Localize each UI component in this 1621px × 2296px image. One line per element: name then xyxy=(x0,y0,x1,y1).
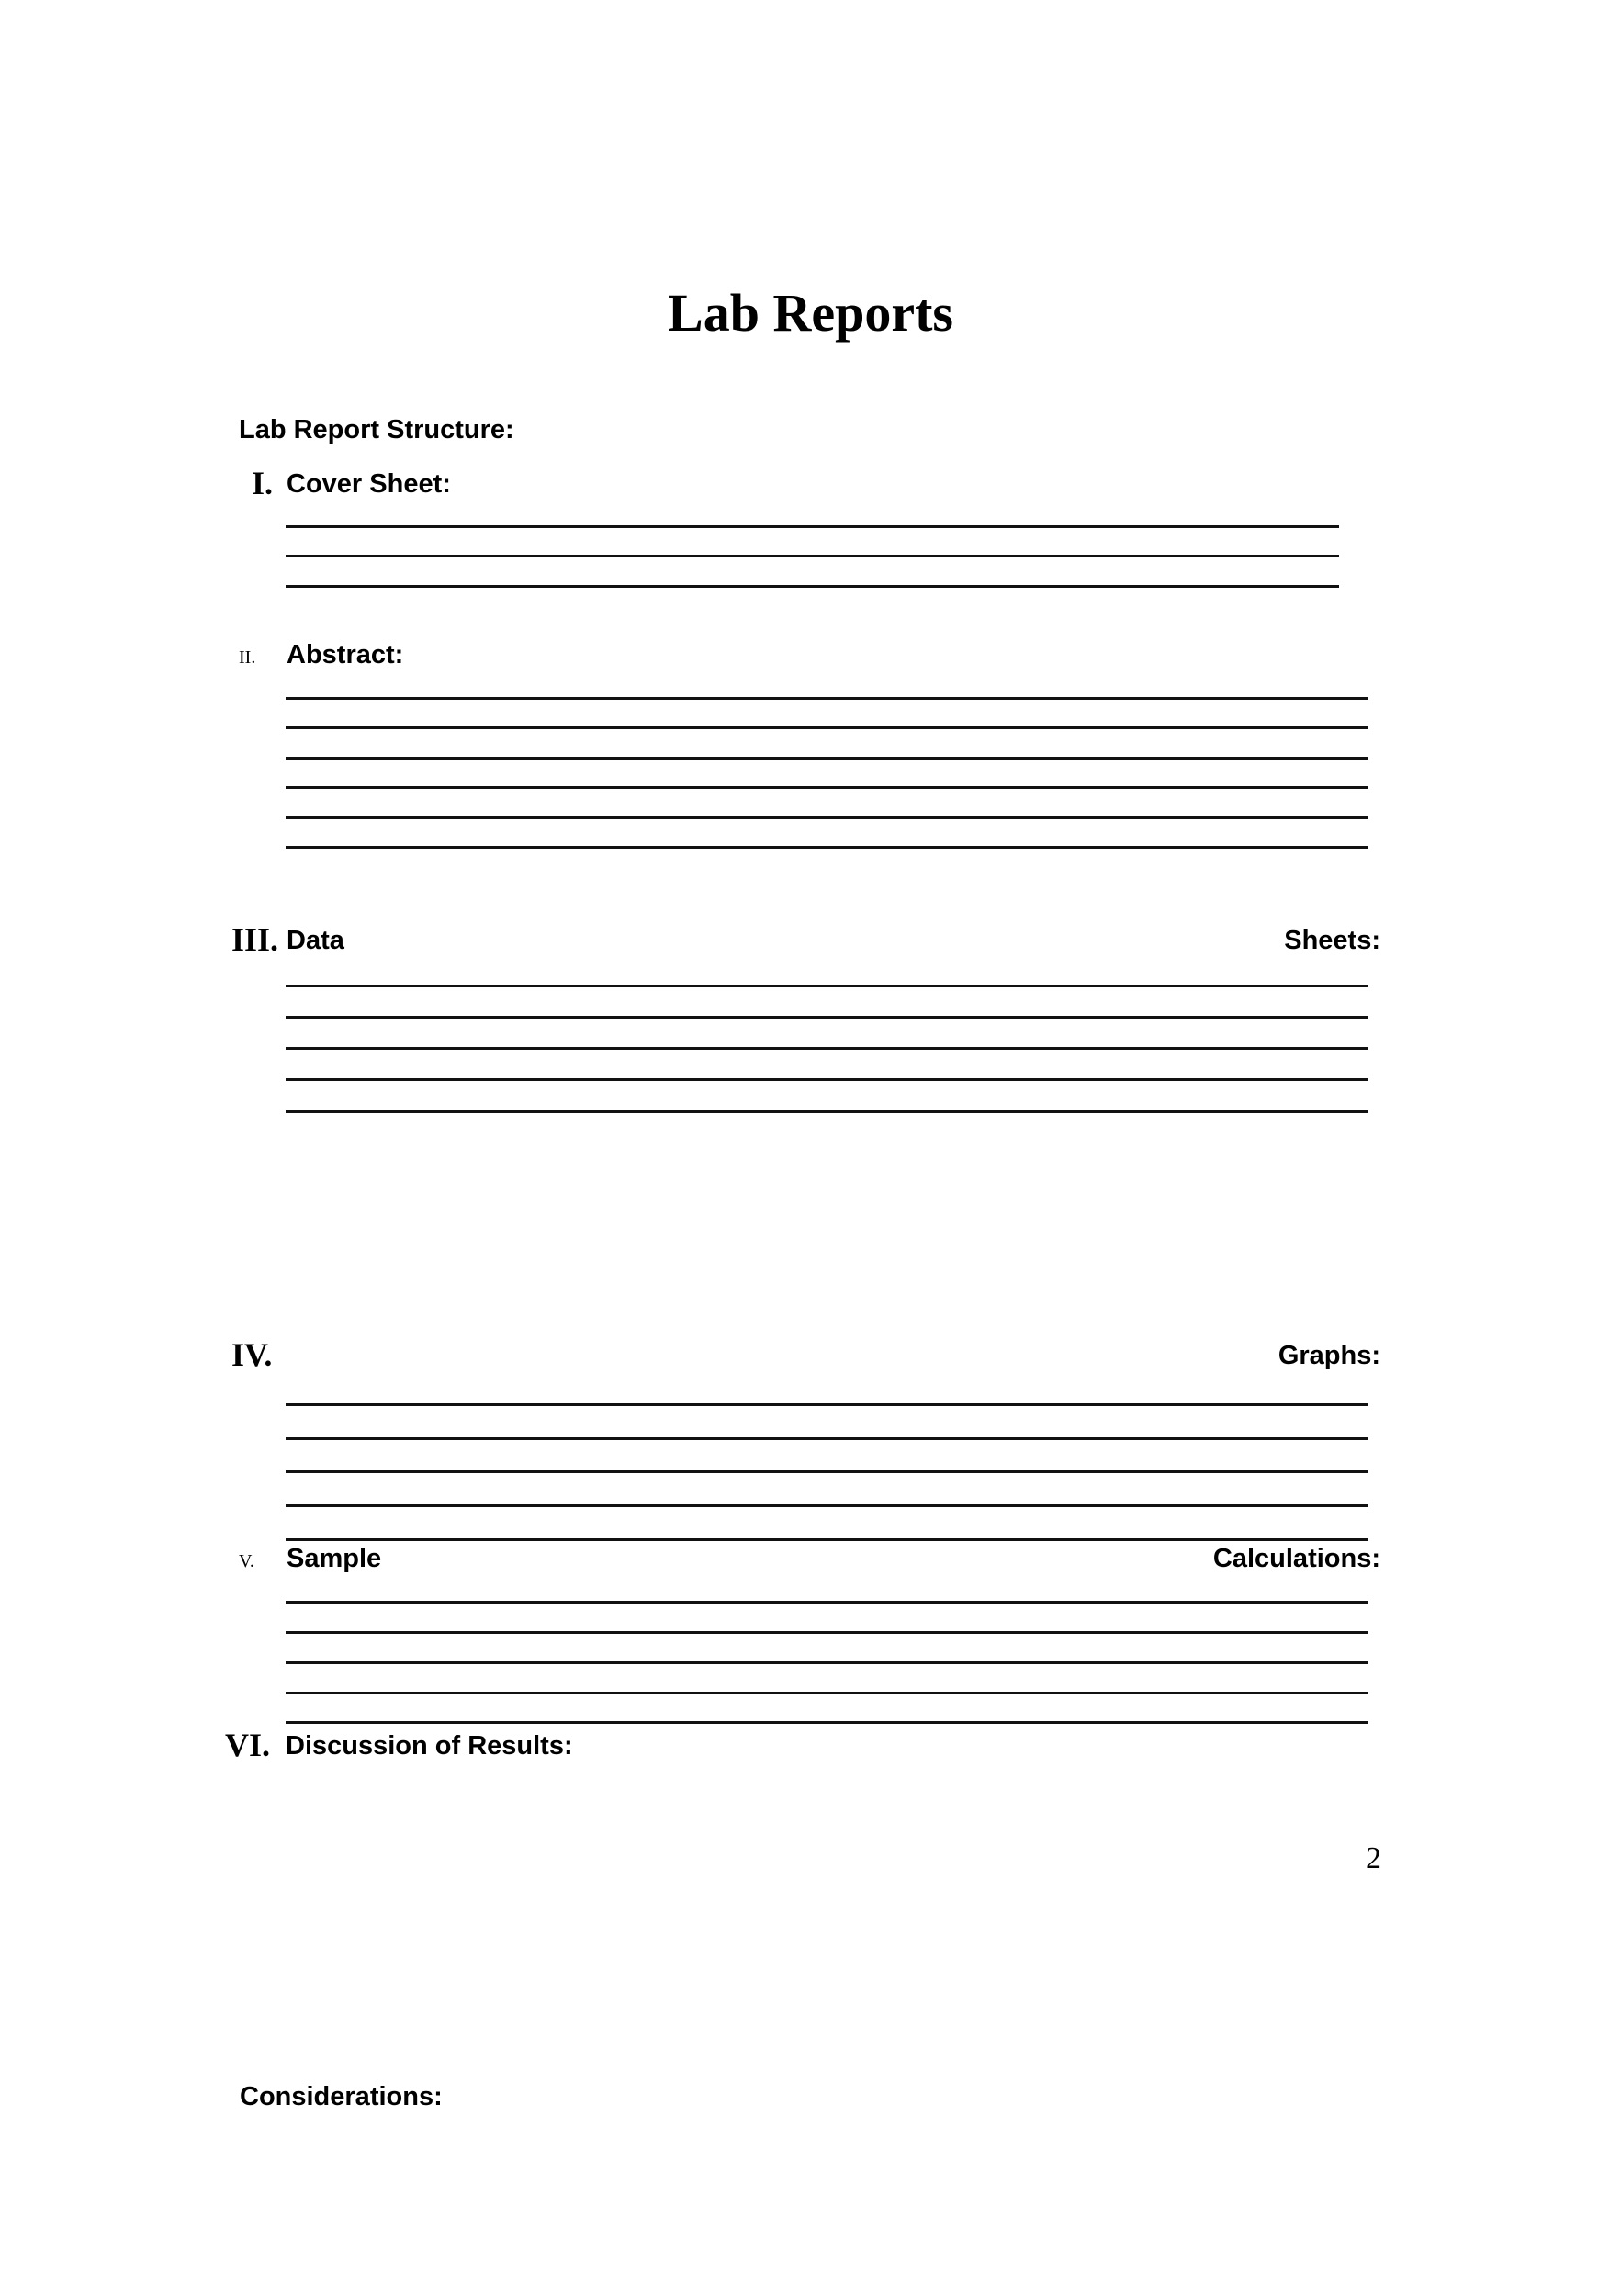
section-label-discussion: Discussion of Results: xyxy=(286,1731,573,1761)
write-line xyxy=(286,555,1339,557)
write-line xyxy=(286,1538,1368,1541)
write-line xyxy=(286,697,1368,700)
write-line xyxy=(286,1504,1368,1507)
write-line xyxy=(286,846,1368,849)
section-numeral-4: IV. xyxy=(231,1336,273,1373)
section-numeral-3: III. xyxy=(231,921,279,958)
write-line xyxy=(286,1661,1368,1664)
section-numeral-1: I. xyxy=(252,465,274,501)
write-line xyxy=(286,726,1368,729)
section-numeral-6: VI. xyxy=(225,1727,271,1763)
section-label-cover-sheet: Cover Sheet: xyxy=(287,469,451,499)
write-line xyxy=(286,1692,1368,1694)
section-label-graphs: Graphs: xyxy=(1278,1341,1380,1370)
write-line xyxy=(286,525,1339,528)
page-number: 2 xyxy=(1366,1841,1381,1875)
structure-heading: Lab Report Structure: xyxy=(239,415,514,445)
section-label-data: Data xyxy=(287,926,344,955)
write-line xyxy=(286,1016,1368,1019)
page-title: Lab Reports xyxy=(668,283,953,343)
section-label-sample: Sample xyxy=(287,1544,382,1573)
section-label-abstract: Abstract: xyxy=(287,640,404,670)
write-line xyxy=(286,1047,1368,1050)
write-line xyxy=(286,1601,1368,1604)
write-line xyxy=(286,585,1339,588)
write-line xyxy=(286,1470,1368,1473)
write-line xyxy=(286,1631,1368,1634)
write-line xyxy=(286,985,1368,987)
write-line xyxy=(286,1110,1368,1113)
write-line xyxy=(286,786,1368,789)
section-numeral-2: II. xyxy=(239,647,256,668)
write-line xyxy=(286,1078,1368,1081)
write-line xyxy=(286,757,1368,760)
section-label-sheets: Sheets: xyxy=(1284,926,1380,955)
write-line xyxy=(286,816,1368,819)
section-label-calculations: Calculations: xyxy=(1212,1544,1380,1573)
write-line xyxy=(286,1721,1368,1724)
section-numeral-5: V. xyxy=(239,1551,254,1571)
write-line xyxy=(286,1437,1368,1440)
considerations-heading: Considerations: xyxy=(240,2082,443,2111)
write-line xyxy=(286,1403,1368,1406)
